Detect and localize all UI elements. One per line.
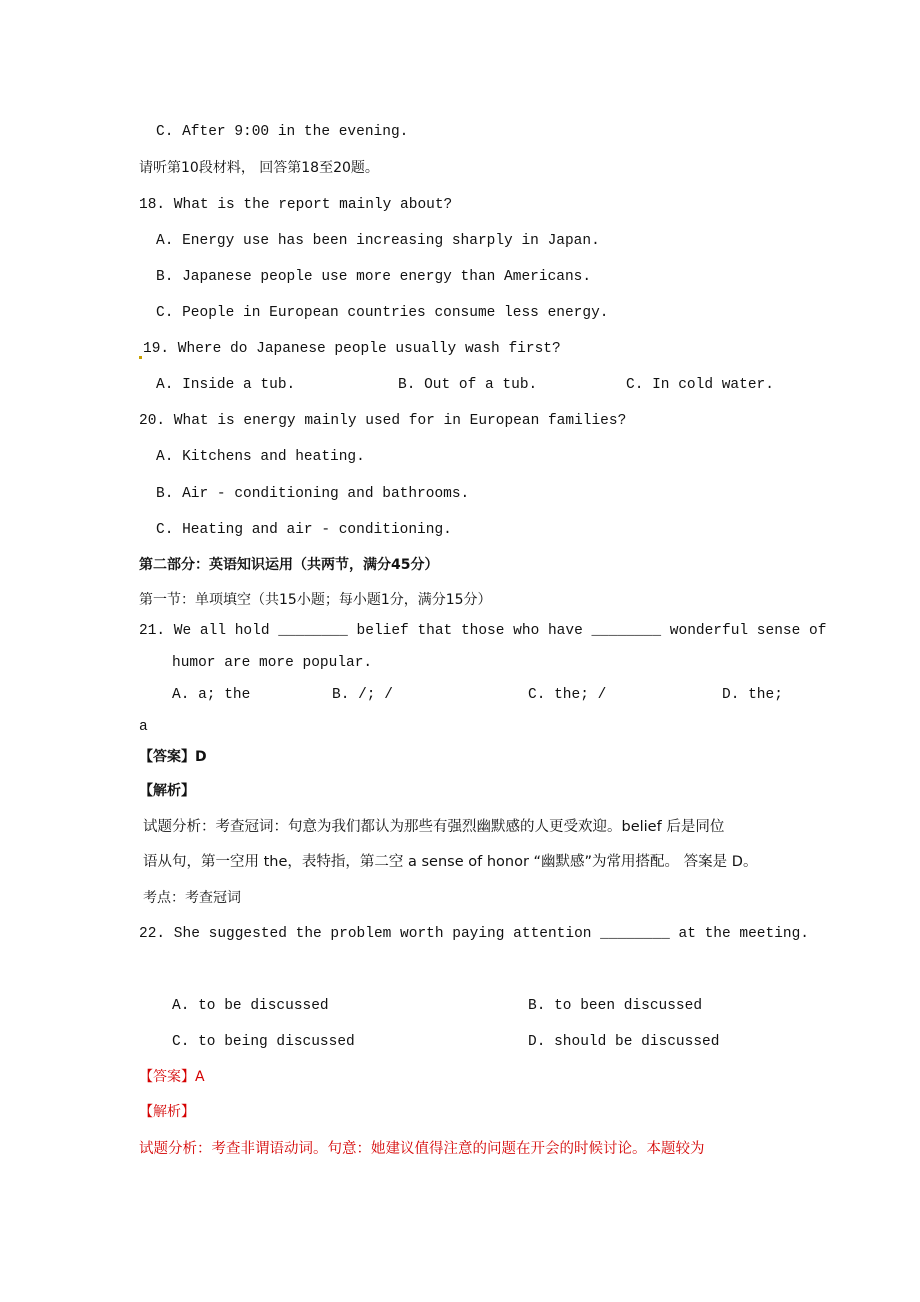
q22-analysis-line1: 试题分析：考查非谓语动词。句意：她建议值得注意的问题在开会的时候讨论。本题较为 bbox=[139, 1141, 705, 1157]
q21-analysis-label: 【解析】 bbox=[139, 783, 195, 799]
stray-mark bbox=[139, 356, 142, 359]
q22-analysis-label: 【解析】 bbox=[139, 1104, 195, 1120]
q21-option-c: C. the; / bbox=[528, 687, 607, 703]
q21-stem-line1: 21. We all hold ________ belief that those who have ________ wonderful sense of bbox=[139, 623, 827, 639]
q21-kaodian: 考点：考查冠词 bbox=[143, 890, 241, 906]
q21-option-d-wrap: a bbox=[139, 719, 148, 735]
q21-option-a: A. a; the bbox=[172, 687, 251, 703]
section1-heading: 第一节：单项填空（共15小题；每小题1分，满分15分） bbox=[139, 592, 492, 608]
q18-option-b: B. Japanese people use more energy than Americans. bbox=[156, 269, 592, 285]
section10-instruction: 请听第10段材料， 回答第18至20题。 bbox=[139, 160, 379, 176]
q19-stem: 19. Where do Japanese people usually wash first? bbox=[143, 341, 561, 357]
q19-option-c: C. In cold water. bbox=[626, 377, 774, 393]
q19-option-b: B. Out of a tub. bbox=[398, 377, 538, 393]
q20-option-b: B. Air - conditioning and bathrooms. bbox=[156, 486, 470, 502]
part2-heading: 第二部分：英语知识运用（共两节，满分45分） bbox=[139, 557, 439, 573]
q18-option-c: C. People in European countries consume less energy. bbox=[156, 305, 609, 321]
q17-option-c: C. After 9:00 in the evening. bbox=[156, 124, 409, 140]
q21-option-d: D. the; bbox=[722, 687, 783, 703]
q20-option-a: A. Kitchens and heating. bbox=[156, 449, 365, 465]
q22-option-c: C. to being discussed bbox=[172, 1034, 355, 1050]
q22-option-b: B. to been discussed bbox=[528, 998, 703, 1014]
q22-option-a: A. to be discussed bbox=[172, 998, 329, 1014]
q18-option-a: A. Energy use has been increasing sharply in Japan. bbox=[156, 233, 600, 249]
q21-analysis-line2: 语从句，第一空用 the，表特指，第二空 a sense of honor “幽默感”为常用搭配。 答案是 D。 bbox=[143, 854, 758, 870]
q19-stem-row bbox=[139, 339, 561, 359]
q21-stem-line2: humor are more popular. bbox=[172, 655, 373, 671]
q20-stem: 20. What is energy mainly used for in European families? bbox=[139, 413, 627, 429]
q21-answer: 【答案】D bbox=[139, 749, 207, 765]
q21-option-b: B. /; / bbox=[332, 687, 393, 703]
q18-stem: 18. What is the report mainly about? bbox=[139, 197, 453, 213]
q20-option-c: C. Heating and air - conditioning. bbox=[156, 522, 452, 538]
q19-option-a: A. Inside a tub. bbox=[156, 377, 296, 393]
q22-option-d: D. should be discussed bbox=[528, 1034, 720, 1050]
q22-stem: 22. She suggested the problem worth paying attention ________ at the meeting. bbox=[139, 926, 810, 942]
q21-analysis-line1: 试题分析：考查冠词：句意为我们都认为那些有强烈幽默感的人更受欢迎。belief 后是同位 bbox=[143, 819, 725, 835]
q22-answer: 【答案】A bbox=[139, 1069, 205, 1085]
